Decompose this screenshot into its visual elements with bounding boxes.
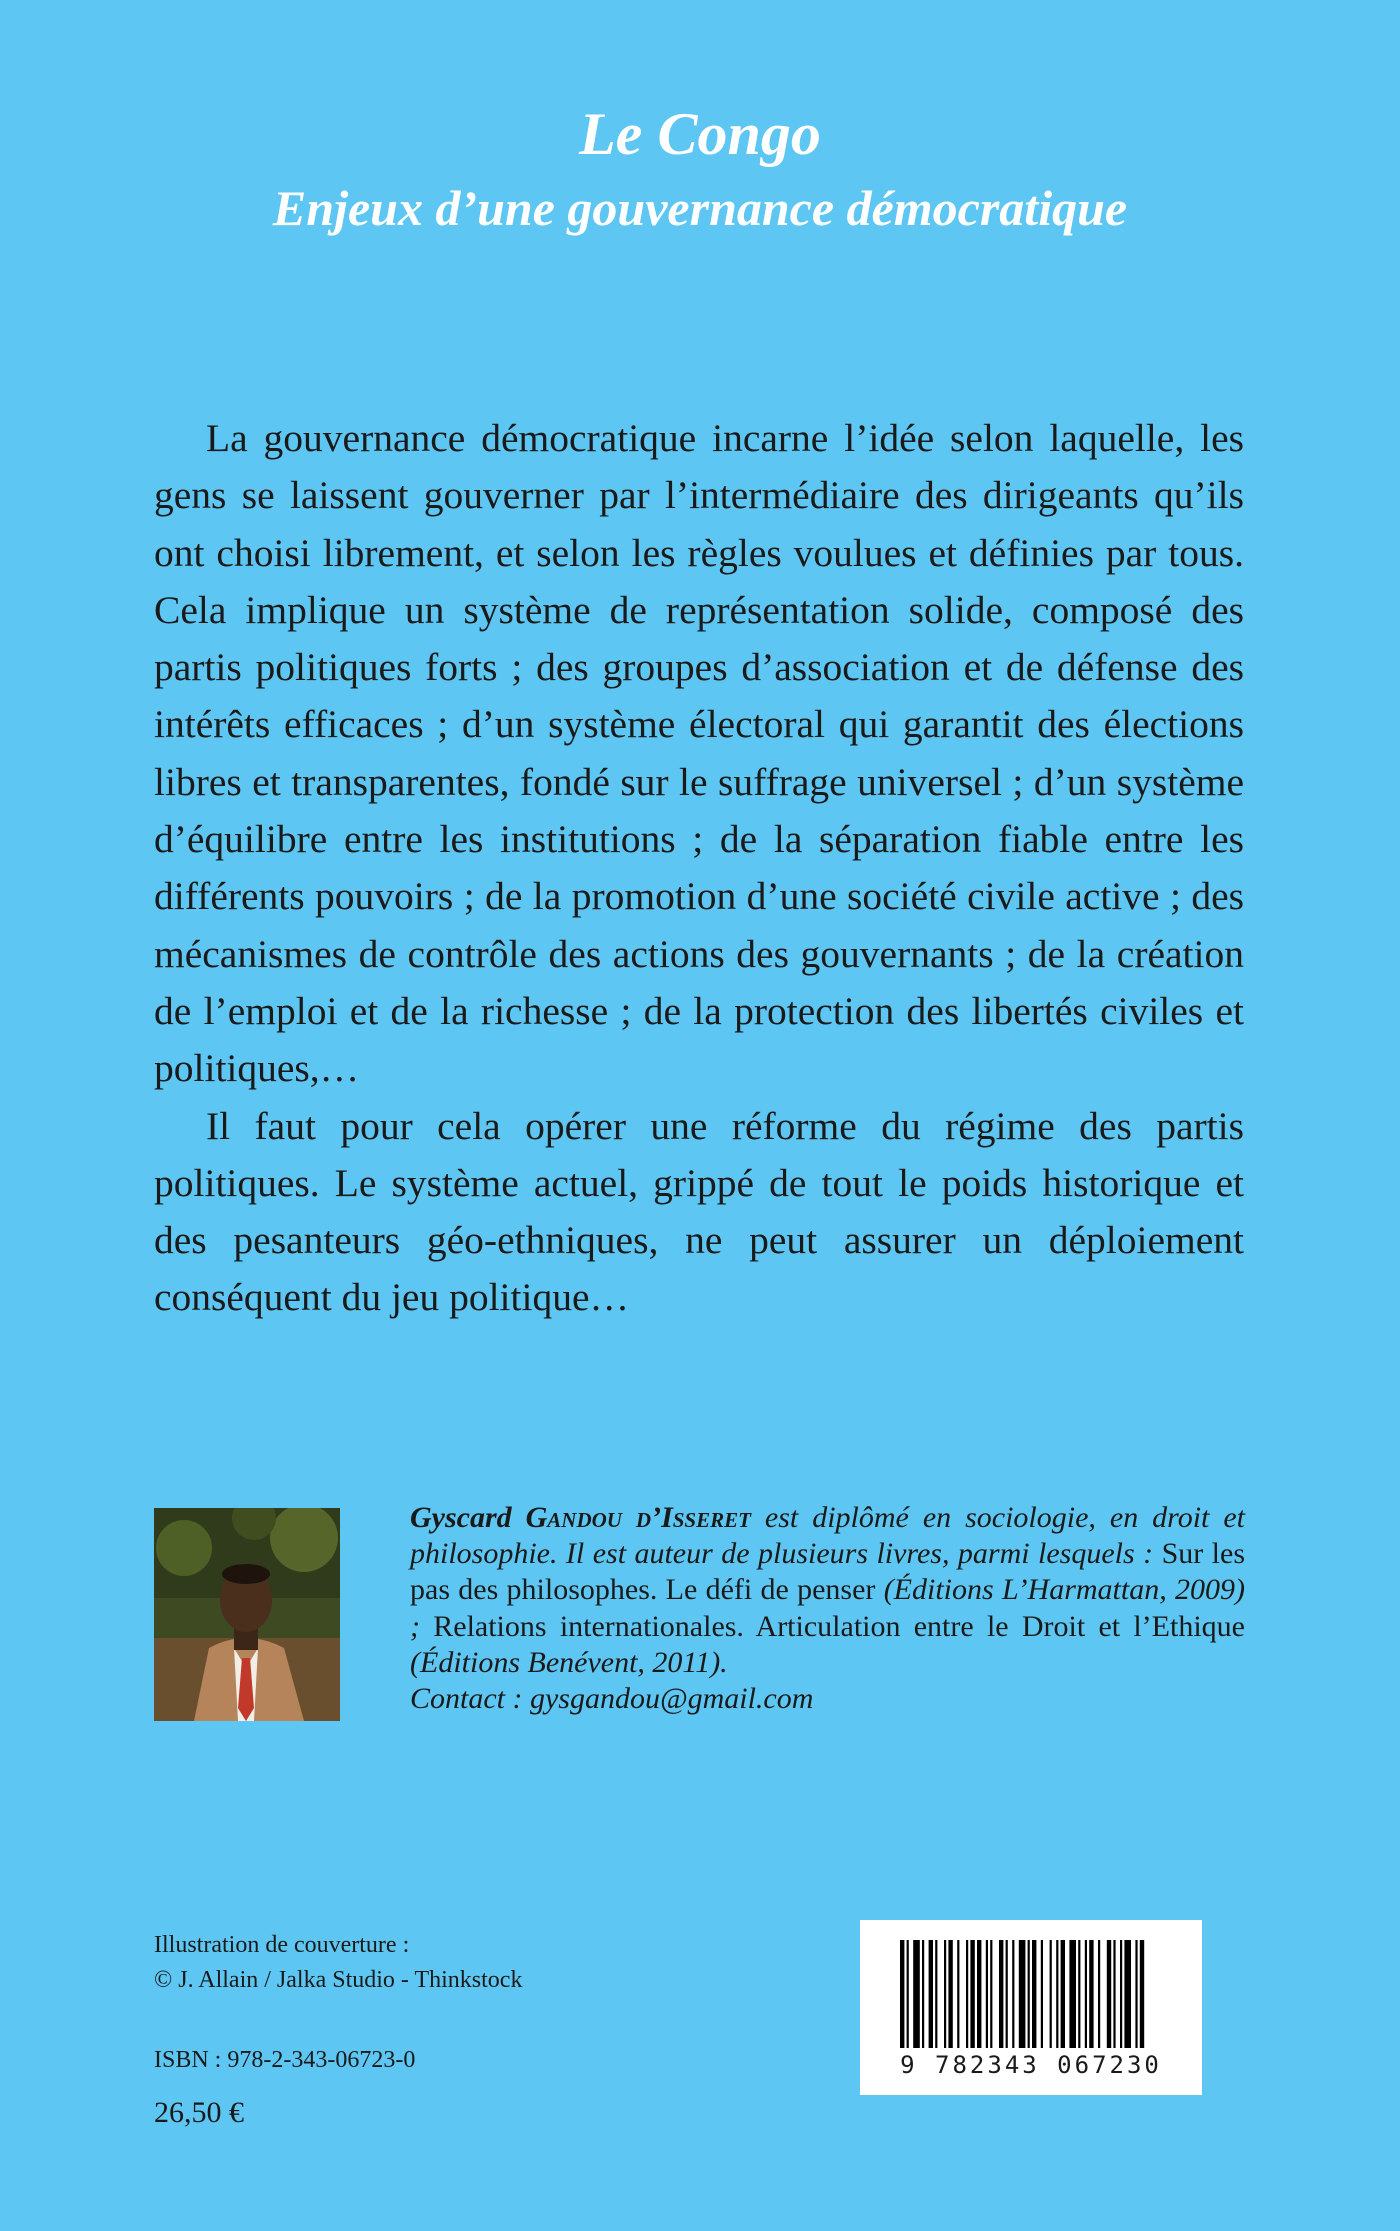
barcode-bar <box>1056 1940 1058 2048</box>
barcode-bar <box>1050 1940 1052 2048</box>
book-title: Le Congo <box>579 101 821 167</box>
barcode-bar <box>900 1940 904 2048</box>
book2-publisher: (Éditions Benévent, 2011). <box>410 1645 728 1679</box>
isbn-number: ISBN : 978-2-343-06723-0 <box>154 2047 416 2073</box>
barcode-bar <box>999 1940 1003 2048</box>
illustration-credits <box>154 1928 522 1998</box>
barcode-bar <box>913 1940 920 2048</box>
barcode-bar <box>957 1940 959 2048</box>
book-price: 26,50 € <box>154 2096 244 2129</box>
author-photo <box>154 1508 340 1721</box>
barcode-bar <box>948 1940 952 2048</box>
book1-title: Sur les pas des philosophes. Le défi de penser <box>410 1537 1246 1607</box>
author-portrait-image <box>154 1508 340 1721</box>
barcode-bar <box>1061 1940 1065 2048</box>
author-bio-text: est diplômé en sociologie, en droit et philosophie. Il est auteur de plusieurs livres, parmi lesquels : <box>410 1501 1246 1571</box>
barcode-bar <box>929 1940 933 2048</box>
barcode-bar <box>1085 1940 1087 2048</box>
barcode-bar <box>1032 1940 1036 2048</box>
barcode-bar <box>935 1940 937 2048</box>
blurb-paragraph-2: Il faut pour cela opérer une réforme du régime des partis politiques. Le système actuel, grippé de tout le poids historique et des pesanteurs géo-ethniques, ne peut assurer un déploiement conséquent du jeu politique… <box>154 1103 1244 1320</box>
barcode <box>860 1920 1202 2095</box>
barcode-bar <box>907 1940 909 2048</box>
author-first-name: Gyscard <box>410 1501 512 1534</box>
book1-publisher: (Éditions L’Harmattan, 2009) ; <box>410 1573 1245 1643</box>
author-last-name: Gandou d’Isseret <box>525 1501 751 1534</box>
barcode-digits: 9 782343 067230 <box>900 2051 1162 2079</box>
barcode-bar <box>1113 1940 1115 2048</box>
barcode-bar <box>1041 1940 1043 2048</box>
barcode-bar <box>977 1940 981 2048</box>
barcode-bar <box>1107 1940 1111 2048</box>
cover-title-block <box>0 100 1400 238</box>
barcode-bar <box>1028 1940 1030 2048</box>
barcode-bar <box>922 1940 924 2048</box>
barcode-bar <box>986 1940 988 2048</box>
credits-text: © J. Allain / Jalka Studio - Thinkstock <box>154 1967 523 1993</box>
barcode-bar <box>1120 1940 1122 2048</box>
blurb-paragraph-1: La gouvernance démocratique incarne l’idée selon laquelle, les gens se laissent gouverner par l’intermédiaire des dirigeants qu’ils ont choisi librement, et selon les règles voulues et définies par tous. Cela implique un système de représentation solide, composé des partis politiques forts ; des groupes d’association et de défense des intérêts efficaces ; d’un système électoral qui garantit des élections libres et transparentes, fondé sur le suffrage universel ; d’un système d’équilibre entre les institutions ; de la séparation fiable entre les différents pouvoirs ; de la promotion d’une société civile active ; des mécanismes de contrôle des actions des gouvernants ; de la création de l’emploi et de la richesse ; de la protection des libertés civiles et politiques,… <box>154 416 1244 1091</box>
barcode-bar <box>1135 1940 1137 2048</box>
back-cover-blurb <box>154 410 1244 1327</box>
barcode-bar <box>1019 1940 1026 2048</box>
author-contact: Contact : gysgandou@gmail.com <box>410 1682 814 1716</box>
book-subtitle: Enjeux d’une gouvernance démocratique <box>272 180 1128 236</box>
barcode-bar <box>1098 1940 1100 2048</box>
barcode-bar <box>1069 1940 1076 2048</box>
barcode-bar <box>1124 1940 1131 2048</box>
barcode-bar <box>1078 1940 1080 2048</box>
barcode-bar <box>990 1940 992 2048</box>
barcode-bar <box>1140 1940 1144 2048</box>
barcode-bar <box>1089 1940 1093 2048</box>
book2-title: Relations internationales. Articulation entre le Droit et l’Ethique <box>433 1609 1245 1643</box>
author-bio <box>410 1500 1245 1717</box>
barcode-bar <box>1012 1940 1014 2048</box>
barcode-bar <box>1006 1940 1008 2048</box>
credits-label: Illustration de couverture : <box>154 1932 410 1958</box>
barcode-bar <box>966 1940 968 2048</box>
barcode-bar <box>944 1940 946 2048</box>
barcode-bar <box>970 1940 974 2048</box>
